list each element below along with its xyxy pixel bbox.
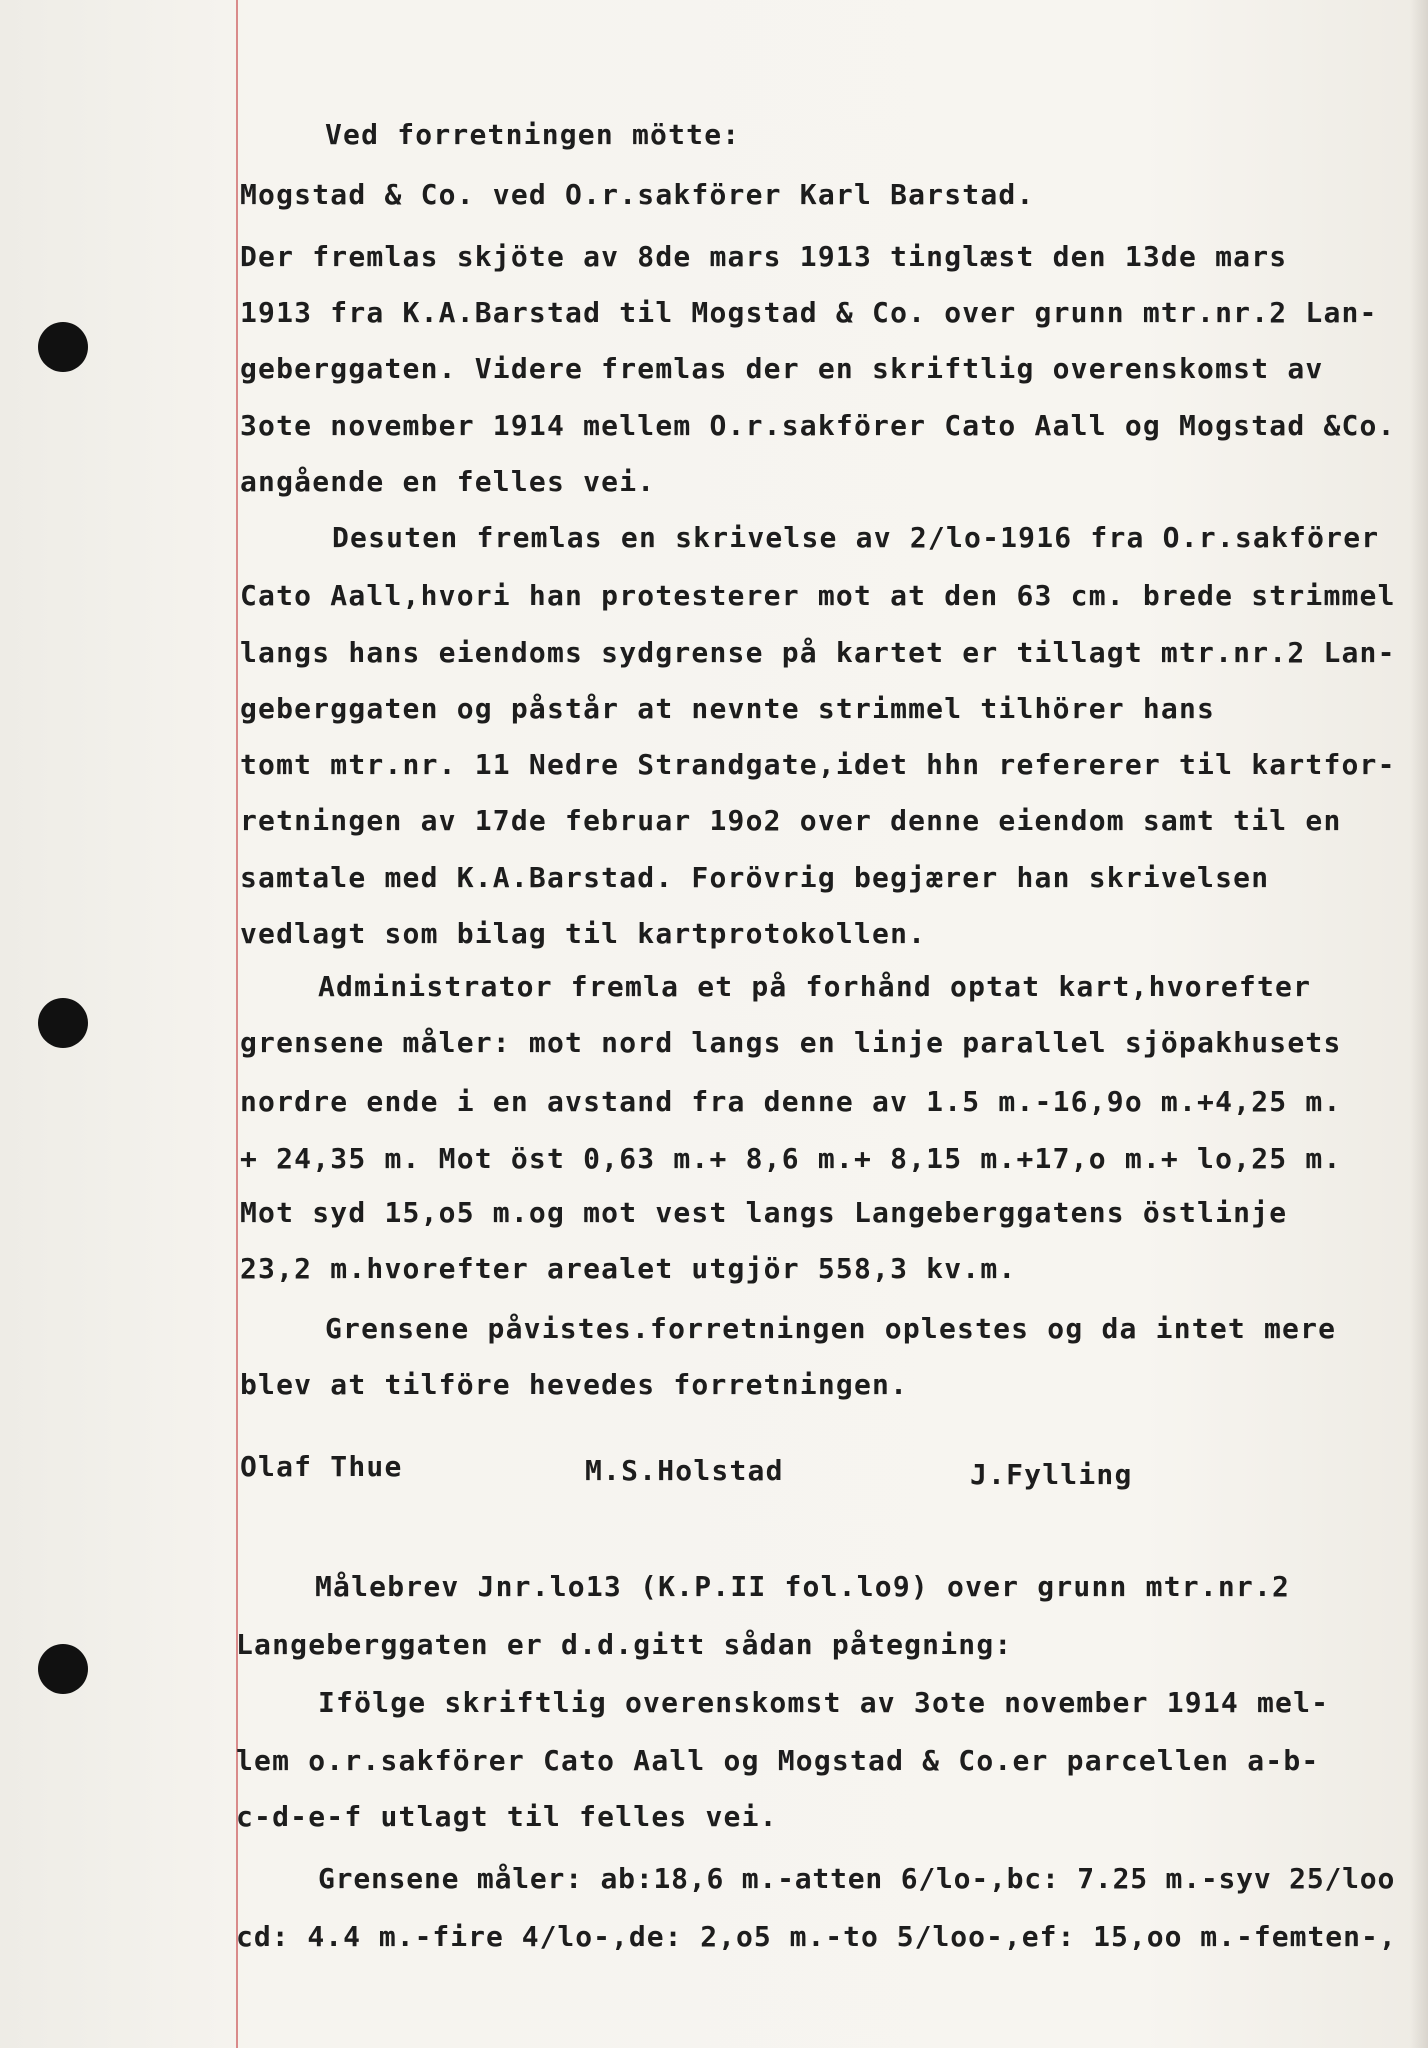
text-line: tomt mtr.nr. 11 Nedre Strandgate,idet hhn refererer til kartfor- [240, 748, 1396, 781]
text-line: langs hans eiendoms sydgrense på kartet er tillagt mtr.nr.2 Lan- [240, 636, 1396, 669]
text-line: Grensene påvistes.forretningen oplestes og da intet mere [325, 1312, 1337, 1345]
text-line: Administrator fremla et på forhånd optat kart,hvorefter [318, 970, 1312, 1003]
signature-name: Olaf Thue [240, 1450, 403, 1483]
text-line: 3ote november 1914 mellem O.r.sakförer Cato Aall og Mogstad &Co. [240, 409, 1396, 442]
text-line: Ved forretningen mötte: [325, 118, 741, 151]
signature-name: J.Fylling [970, 1458, 1133, 1491]
punch-hole [38, 322, 88, 372]
text-line: geberggaten. Videre fremlas der en skriftlig overenskomst av [240, 352, 1324, 385]
signature-name: M.S.Holstad [585, 1454, 784, 1487]
text-line: Cato Aall,hvori han protesterer mot at den 63 cm. brede strimmel [240, 579, 1396, 612]
text-line: c-d-e-f utlagt til felles vei. [236, 1800, 778, 1833]
punch-hole [38, 998, 88, 1048]
text-line: vedlagt som bilag til kartprotokollen. [240, 917, 927, 950]
text-line: 23,2 m.hvorefter arealet utgjör 558,3 kv.m. [240, 1252, 1017, 1285]
margin-rule [236, 0, 238, 2048]
text-line: 1913 fra K.A.Barstad til Mogstad & Co. over grunn mtr.nr.2 Lan- [240, 296, 1378, 329]
text-line: Grensene måler: ab:18,6 m.-atten 6/lo-,bc: 7.25 m.-syv 25/loo [318, 1862, 1396, 1895]
text-line: + 24,35 m. Mot öst 0,63 m.+ 8,6 m.+ 8,15 m.+17,o m.+ lo,25 m. [240, 1142, 1342, 1175]
text-line: grensene måler: mot nord langs en linje parallel sjöpakhusets [240, 1026, 1342, 1059]
text-line: geberggaten og påstår at nevnte strimmel tilhörer hans [240, 692, 1216, 725]
text-line: Langeberggaten er d.d.gitt sådan påtegning: [236, 1628, 1013, 1661]
punch-hole [38, 1644, 88, 1694]
text-line: Mogstad & Co. ved O.r.sakförer Karl Barstad. [240, 178, 1035, 211]
text-line: Mot syd 15,o5 m.og mot vest langs Langeberggatens östlinje [240, 1196, 1288, 1229]
text-line: lem o.r.sakförer Cato Aall og Mogstad & Co.er parcellen a-b- [236, 1744, 1320, 1777]
text-line: angående en felles vei. [240, 465, 656, 498]
text-line: cd: 4.4 m.-fire 4/lo-,de: 2,o5 m.-to 5/loo-,ef: 15,oo m.-femten-, [236, 1920, 1397, 1953]
text-line: samtale med K.A.Barstad. Forövrig begjærer han skrivelsen [240, 861, 1270, 894]
page-edge-shadow [1410, 0, 1428, 2048]
text-line: Der fremlas skjöte av 8de mars 1913 tinglæst den 13de mars [240, 240, 1288, 273]
text-line: retningen av 17de februar 19o2 over denne eiendom samt til en [240, 804, 1342, 837]
text-line: Målebrev Jnr.lo13 (K.P.II fol.lo9) over grunn mtr.nr.2 [315, 1570, 1291, 1603]
text-line: Desuten fremlas en skrivelse av 2/lo-1916 fra O.r.sakförer [332, 521, 1380, 554]
text-line: blev at tilföre hevedes forretningen. [240, 1368, 909, 1401]
text-line: nordre ende i en avstand fra denne av 1.5 m.-16,9o m.+4,25 m. [240, 1085, 1342, 1118]
text-line: Ifölge skriftlig overenskomst av 3ote november 1914 mel- [318, 1686, 1330, 1719]
